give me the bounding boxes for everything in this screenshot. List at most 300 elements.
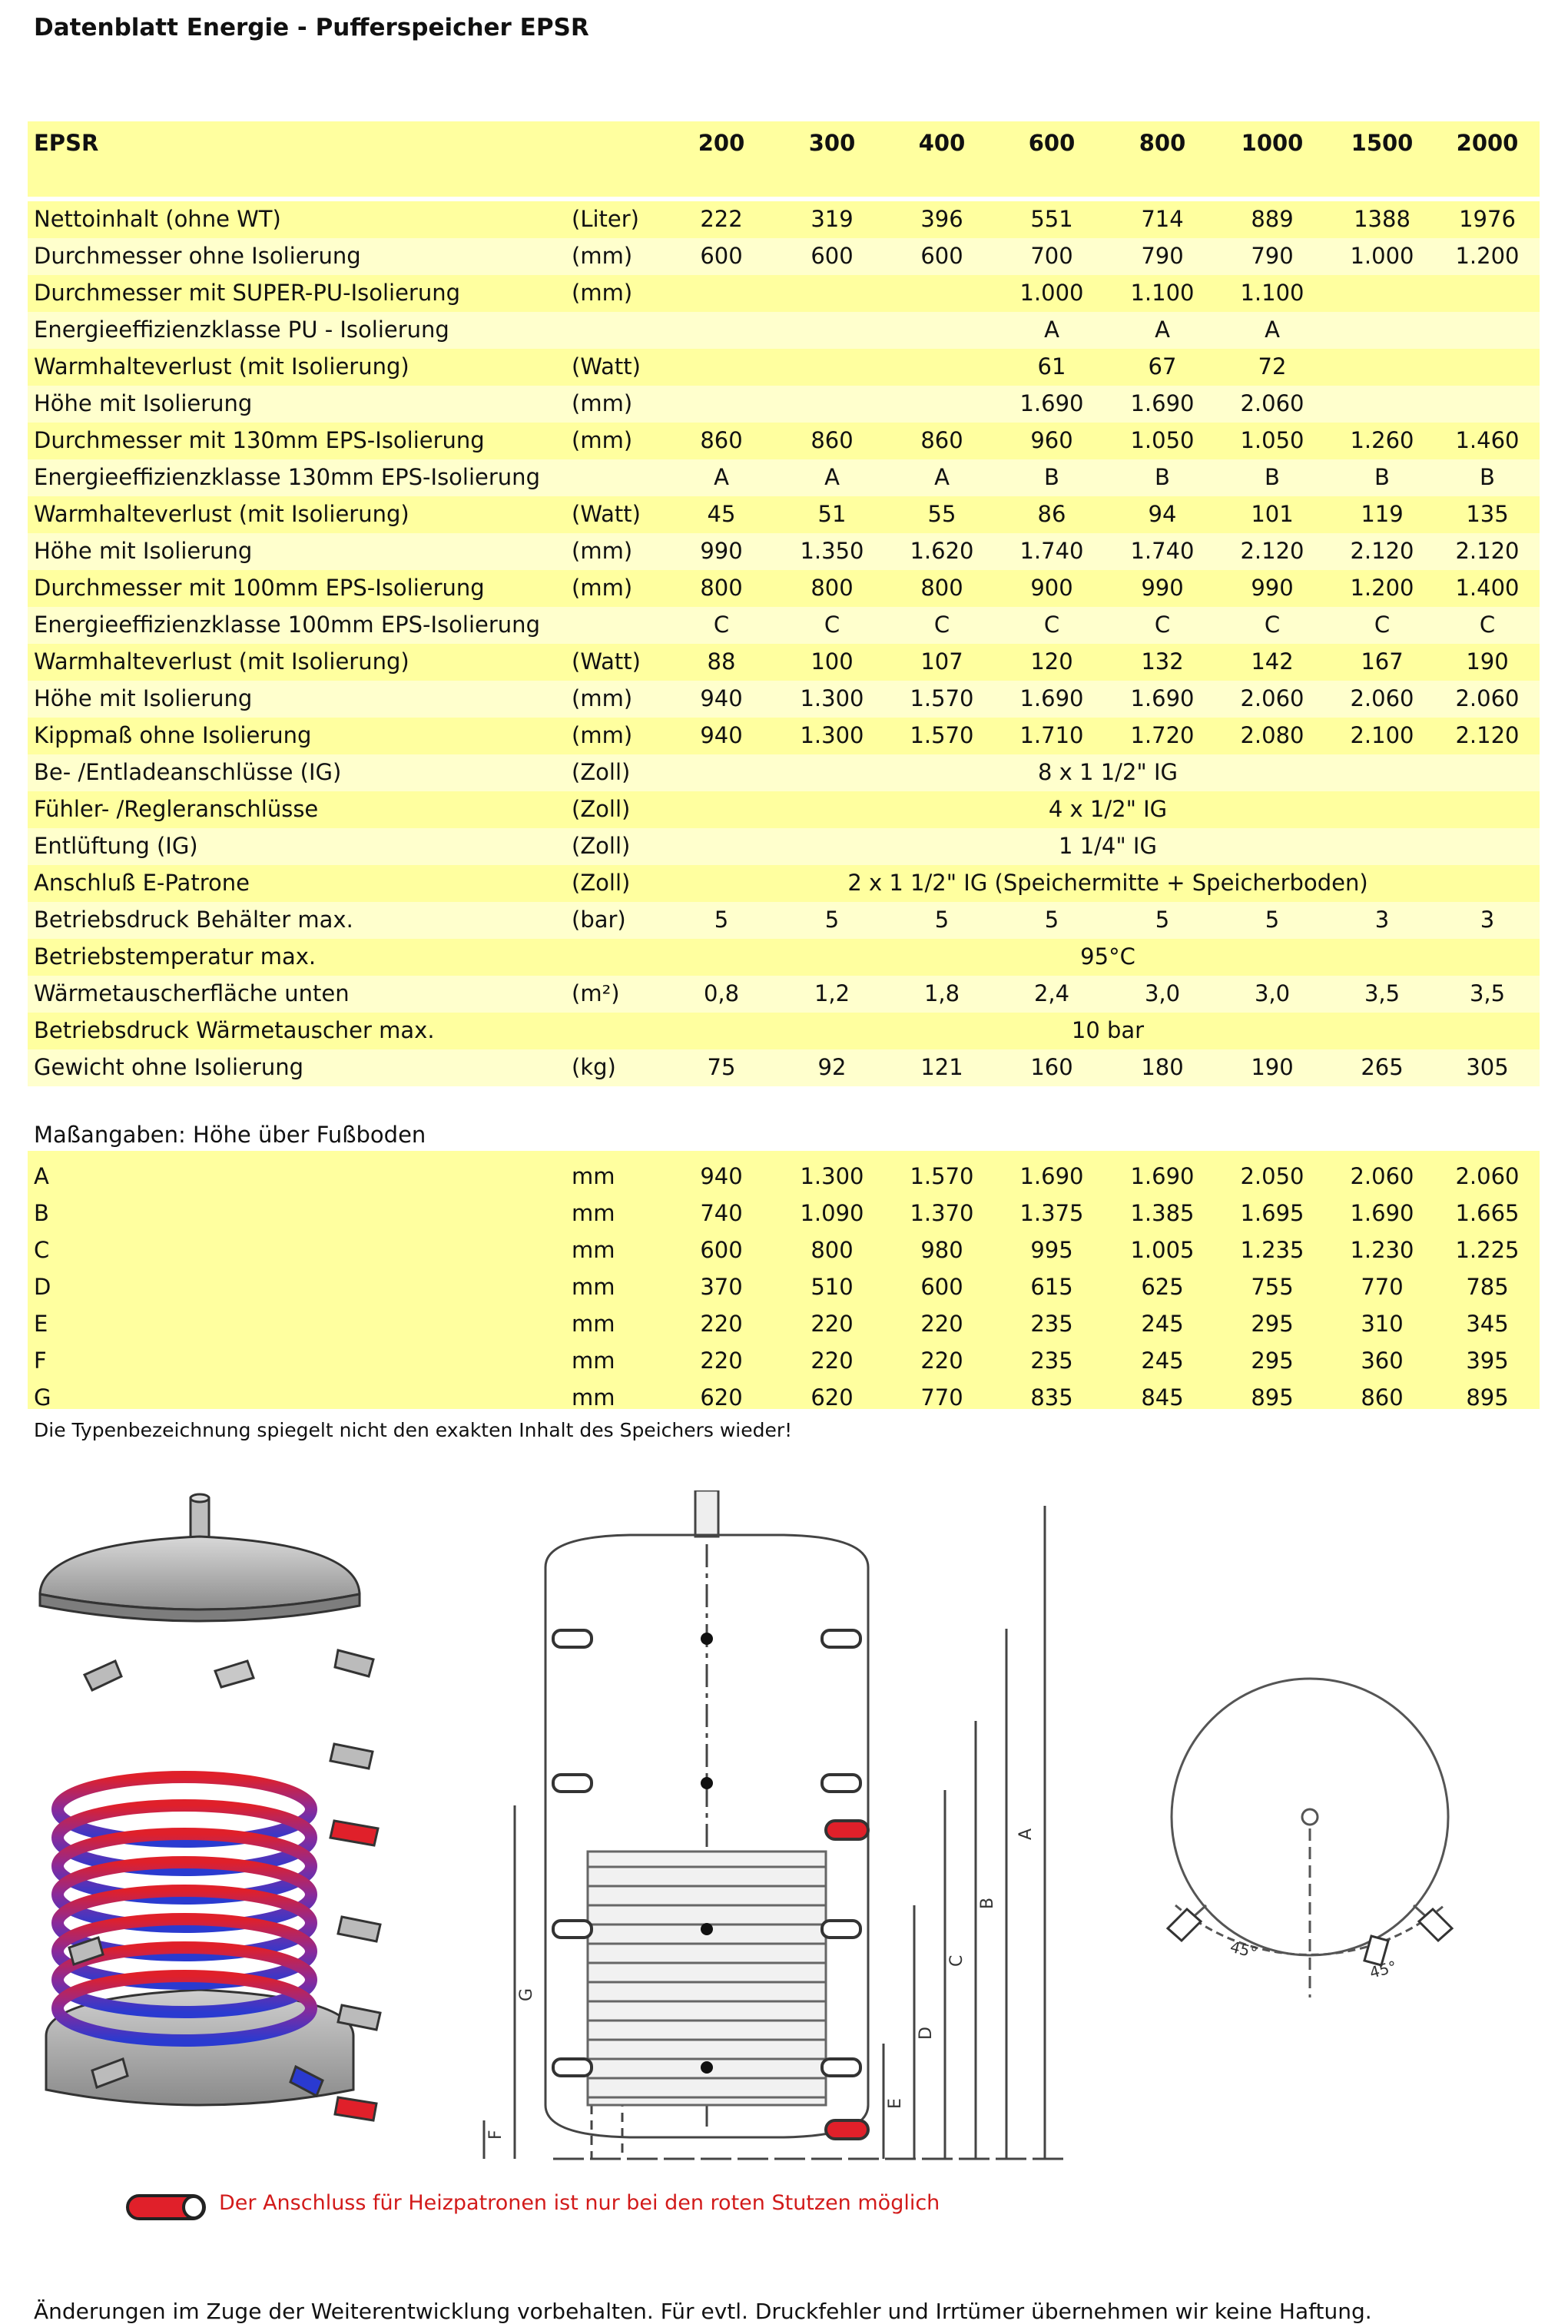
table-cell: 2.060 [1240, 390, 1304, 416]
row-label: Energieeffizienzklasse 100mm EPS-Isolierung [34, 612, 540, 638]
row-label: Durchmesser mit 130mm EPS-Isolierung [34, 427, 485, 453]
row-unit: (mm) [572, 390, 633, 416]
table-cell: 940 [700, 722, 743, 748]
row-label: Warmhalteverlust (mit Isolierung) [34, 501, 409, 527]
row-unit: mm [572, 1274, 615, 1300]
table-cell: 600 [920, 243, 963, 269]
table-row [0, 201, 1568, 238]
table-cell: 1.570 [910, 685, 974, 711]
table-cell: 889 [1251, 206, 1294, 232]
table-cell: C [1479, 612, 1496, 638]
dim-label-d: D [917, 2027, 936, 2040]
table-cell: 1.300 [800, 722, 864, 748]
table-cell: 2.060 [1455, 1163, 1520, 1189]
row-label: Durchmesser ohne Isolierung [34, 243, 361, 269]
table-cell: 245 [1141, 1311, 1184, 1337]
table-row [0, 1343, 1568, 1380]
row-label: Durchmesser mit 100mm EPS-Isolierung [34, 575, 485, 601]
table-cell: 860 [700, 427, 743, 453]
table-cell: 88 [707, 648, 736, 675]
table-cell: 1,2 [814, 980, 850, 1006]
header-model: 2000 [1456, 130, 1519, 156]
table-cell: C [1154, 612, 1171, 638]
table-cell: 45 [707, 501, 736, 527]
dim-label-g: G [517, 1988, 536, 2001]
table-cell: 2.120 [1350, 538, 1414, 564]
row-unit: (Watt) [572, 501, 641, 527]
table-row [0, 902, 1568, 939]
header-label: EPSR [34, 130, 99, 156]
table-cell: C [1264, 612, 1281, 638]
table-cell: 1.740 [1130, 538, 1195, 564]
table-cell: 1.100 [1240, 280, 1304, 306]
table-cell: 990 [700, 538, 743, 564]
row-label: Be- /Entladeanschlüsse (IG) [34, 759, 342, 785]
table-cell: 220 [700, 1348, 743, 1374]
table-cell: 940 [700, 1163, 743, 1189]
table-cell: 1.720 [1130, 722, 1195, 748]
table-cell: 1.570 [910, 1163, 974, 1189]
row-label: Warmhalteverlust (mit Isolierung) [34, 353, 409, 380]
table-cell: 1.260 [1350, 427, 1414, 453]
table-cell: 980 [920, 1237, 963, 1263]
dim-label-a: A [1016, 1828, 1036, 1840]
row-unit: (mm) [572, 685, 633, 711]
table-row [0, 791, 1568, 828]
table-cell: A [934, 464, 950, 490]
row-unit: (mm) [572, 575, 633, 601]
row-label: Nettoinhalt (ohne WT) [34, 206, 281, 232]
table-row [0, 1269, 1568, 1306]
table-cell: 61 [1037, 353, 1066, 380]
table-row [0, 1013, 1568, 1049]
table-cell: 1.740 [1019, 538, 1084, 564]
table-cell: 1976 [1459, 206, 1516, 232]
dim-label-c: C [947, 1954, 966, 1967]
table-cell: 2.080 [1240, 722, 1304, 748]
row-unit: (mm) [572, 280, 633, 306]
angle-label-right: 45° [1367, 1957, 1399, 1982]
table-row [0, 828, 1568, 865]
table-cell: 3 [1374, 907, 1390, 933]
table-cell: 132 [1141, 648, 1184, 675]
table-cell: 620 [811, 1384, 854, 1411]
row-label: Betriebsdruck Wärmetauscher max. [34, 1017, 435, 1043]
table-cell: 1.050 [1130, 427, 1195, 453]
disclaimer-footer: Änderungen im Zuge der Weiterentwicklung vorbehalten. Für evtl. Druckfehler und Irrtümer übernehmen wir keine Haftung. [34, 2299, 1372, 2324]
table-cell: 1.690 [1130, 390, 1195, 416]
table-cell: 860 [811, 427, 854, 453]
angle-label-left: 45° [1228, 1937, 1260, 1963]
table-cell: 51 [817, 501, 847, 527]
table-cell: 5 [1265, 907, 1280, 933]
table-cell: 5 [1044, 907, 1059, 933]
row-label: Gewicht ohne Isolierung [34, 1054, 304, 1080]
table-cell: 1.665 [1455, 1200, 1520, 1226]
row-unit: (mm) [572, 243, 633, 269]
table-cell: 620 [700, 1384, 743, 1411]
technical-drawing [438, 1490, 1083, 2182]
page-title: Datenblatt Energie - Pufferspeicher EPSR [34, 14, 589, 41]
table-row [0, 1195, 1568, 1232]
table-cell: 3,0 [1254, 980, 1291, 1006]
table-cell: 1.690 [1130, 1163, 1195, 1189]
row-label: Kippmaß ohne Isolierung [34, 722, 312, 748]
table-cell: 1.090 [800, 1200, 864, 1226]
merged-cell: 2 x 1 1/2" IG (Speichermitte + Speicherboden) [847, 870, 1368, 896]
table-cell: 2.120 [1455, 538, 1520, 564]
table-cell: 625 [1141, 1274, 1184, 1300]
component-illustration [31, 1483, 407, 2151]
row-label: Entlüftung (IG) [34, 833, 198, 859]
table-cell: 510 [811, 1274, 854, 1300]
row-label: Betriebstemperatur max. [34, 943, 317, 970]
table-cell: 75 [707, 1054, 736, 1080]
table-cell: A [714, 464, 729, 490]
row-unit: mm [572, 1200, 615, 1226]
table-cell: 1.695 [1240, 1200, 1304, 1226]
table-cell: 860 [1361, 1384, 1404, 1411]
table-cell: 1.300 [800, 685, 864, 711]
table-cell: 2.060 [1240, 685, 1304, 711]
table-cell: 2,4 [1033, 980, 1070, 1006]
table-row [0, 644, 1568, 681]
row-label: Höhe mit Isolierung [34, 685, 253, 711]
row-unit: (Zoll) [572, 833, 631, 859]
table-cell: 770 [1361, 1274, 1404, 1300]
row-label: Fühler- /Regleranschlüsse [34, 796, 319, 822]
table-cell: 1.200 [1455, 243, 1520, 269]
header-model: 600 [1028, 130, 1076, 156]
table-cell: 1.385 [1130, 1200, 1195, 1226]
row-label: C [34, 1237, 50, 1263]
table-cell: 235 [1030, 1348, 1073, 1374]
table-row [0, 386, 1568, 423]
table-cell: 1.200 [1350, 575, 1414, 601]
table-cell: 1.050 [1240, 427, 1304, 453]
table-cell: 895 [1466, 1384, 1509, 1411]
table-cell: 1.400 [1455, 575, 1520, 601]
table-cell: 72 [1258, 353, 1287, 380]
table-cell: 615 [1030, 1274, 1073, 1300]
table-cell: 1.570 [910, 722, 974, 748]
table-row [0, 496, 1568, 533]
row-unit: (Zoll) [572, 759, 631, 785]
table-cell: 220 [700, 1311, 743, 1337]
table-cell: 167 [1361, 648, 1404, 675]
table-cell: 220 [811, 1348, 854, 1374]
row-label: G [34, 1384, 51, 1411]
row-label: Höhe mit Isolierung [34, 390, 253, 416]
table-cell: 1.000 [1350, 243, 1414, 269]
table-cell: 960 [1030, 427, 1073, 453]
table-cell: 990 [1251, 575, 1294, 601]
table-cell: 800 [700, 575, 743, 601]
row-label: Anschluß E-Patrone [34, 870, 250, 896]
table-cell: 220 [920, 1348, 963, 1374]
row-unit: mm [572, 1163, 615, 1189]
table-row [0, 865, 1568, 902]
table-cell: 1.300 [800, 1163, 864, 1189]
table-cell: A [1044, 317, 1059, 343]
table-cell: 55 [927, 501, 956, 527]
table-cell: 1.225 [1455, 1237, 1520, 1263]
table-row [0, 423, 1568, 459]
table-cell: 551 [1030, 206, 1073, 232]
table-cell: 100 [811, 648, 854, 675]
row-unit: (Zoll) [572, 870, 631, 896]
row-unit: (bar) [572, 907, 626, 933]
table-row [0, 459, 1568, 496]
table-cell: 1.000 [1019, 280, 1084, 306]
table-cell: C [933, 612, 950, 638]
top-view-drawing [1122, 1675, 1490, 2013]
table-cell: 1.375 [1019, 1200, 1084, 1226]
table-cell: 220 [811, 1311, 854, 1337]
table-cell: 2.120 [1240, 538, 1304, 564]
table-cell: 740 [700, 1200, 743, 1226]
table-cell: C [713, 612, 730, 638]
table-cell: 2.060 [1455, 685, 1520, 711]
table-cell: 120 [1030, 648, 1073, 675]
table-cell: 1388 [1354, 206, 1411, 232]
table-cell: 800 [811, 575, 854, 601]
row-unit: mm [572, 1348, 615, 1374]
table-cell: B [1155, 464, 1170, 490]
row-label: Wärmetauscherfläche unten [34, 980, 350, 1006]
row-label: A [34, 1163, 49, 1189]
table-cell: 1.620 [910, 538, 974, 564]
table-cell: 700 [1030, 243, 1073, 269]
table-row [0, 976, 1568, 1013]
table-cell: 121 [920, 1054, 963, 1080]
table-row [0, 1049, 1568, 1086]
row-label: Energieeffizienzklasse PU - Isolierung [34, 317, 449, 343]
table-cell: B [1374, 464, 1390, 490]
table-cell: 3,0 [1144, 980, 1181, 1006]
header-model: 1500 [1351, 130, 1414, 156]
table-cell: 940 [700, 685, 743, 711]
dim-label-e: E [886, 2098, 905, 2109]
table-cell: A [1155, 317, 1170, 343]
table-cell: 3,5 [1469, 980, 1506, 1006]
merged-cell: 1 1/4" IG [1059, 833, 1157, 859]
table-cell: 790 [1251, 243, 1294, 269]
table-cell: 860 [920, 427, 963, 453]
row-unit: (mm) [572, 427, 633, 453]
table-row [0, 681, 1568, 718]
table-cell: 370 [700, 1274, 743, 1300]
row-label: Durchmesser mit SUPER-PU-Isolierung [34, 280, 461, 306]
table-cell: 86 [1037, 501, 1066, 527]
table-cell: A [1265, 317, 1280, 343]
row-unit: (Liter) [572, 206, 639, 232]
table-cell: 2.060 [1350, 685, 1414, 711]
table-cell: B [1044, 464, 1059, 490]
row-label: Energieeffizienzklasse 130mm EPS-Isolierung [34, 464, 540, 490]
table-cell: 600 [920, 1274, 963, 1300]
table-cell: 1.100 [1130, 280, 1195, 306]
table-cell: 310 [1361, 1311, 1404, 1337]
table-header-row [0, 125, 1568, 162]
table-cell: 0,8 [703, 980, 740, 1006]
table-cell: 835 [1030, 1384, 1073, 1411]
table-cell: 190 [1466, 648, 1509, 675]
table-cell: 1.690 [1019, 390, 1084, 416]
table-row [0, 349, 1568, 386]
table-cell: C [824, 612, 840, 638]
table-cell: 1.460 [1455, 427, 1520, 453]
dimensions-title: Maßangaben: Höhe über Fußboden [34, 1122, 426, 1148]
heating-cartridge-note: Der Anschluss für Heizpatronen ist nur bei den roten Stutzen möglich [219, 2191, 940, 2215]
table-cell: 714 [1141, 206, 1184, 232]
table-cell: 235 [1030, 1311, 1073, 1337]
row-label: B [34, 1200, 49, 1226]
table-cell: 319 [811, 206, 854, 232]
row-unit: (mm) [572, 538, 633, 564]
row-unit: (kg) [572, 1054, 616, 1080]
table-cell: 3,5 [1364, 980, 1401, 1006]
table-cell: 360 [1361, 1348, 1404, 1374]
row-label: D [34, 1274, 51, 1300]
table-cell: 1.230 [1350, 1237, 1414, 1263]
table-cell: 755 [1251, 1274, 1294, 1300]
row-unit: mm [572, 1384, 615, 1411]
table-cell: 305 [1466, 1054, 1509, 1080]
table-cell: 600 [811, 243, 854, 269]
row-label: E [34, 1311, 48, 1337]
table-cell: 295 [1251, 1311, 1294, 1337]
table-cell: 1.710 [1019, 722, 1084, 748]
table-cell: B [1265, 464, 1280, 490]
table-cell: 220 [920, 1311, 963, 1337]
table-cell: 180 [1141, 1054, 1184, 1080]
table-cell: 5 [934, 907, 950, 933]
table-cell: 2.060 [1350, 1163, 1414, 1189]
table-cell: 845 [1141, 1384, 1184, 1411]
table-cell: 222 [700, 206, 743, 232]
table-cell: 1.370 [910, 1200, 974, 1226]
table-cell: 2.120 [1455, 722, 1520, 748]
table-cell: 600 [700, 1237, 743, 1263]
table-cell: 3 [1480, 907, 1495, 933]
table-row [0, 1306, 1568, 1343]
merged-cell: 95°C [1080, 943, 1135, 970]
table-cell: 790 [1141, 243, 1184, 269]
table-row [0, 718, 1568, 754]
header-model: 1000 [1241, 130, 1304, 156]
table-cell: 900 [1030, 575, 1073, 601]
table-cell: 1.690 [1019, 685, 1084, 711]
merged-cell: 4 x 1/2" IG [1048, 796, 1168, 822]
table-row [0, 1232, 1568, 1269]
row-unit: mm [572, 1311, 615, 1337]
table-cell: 5 [824, 907, 840, 933]
table-cell: 101 [1251, 501, 1294, 527]
row-label: Höhe mit Isolierung [34, 538, 253, 564]
table-cell: 245 [1141, 1348, 1184, 1374]
table-cell: 67 [1148, 353, 1177, 380]
table-cell: 2.050 [1240, 1163, 1304, 1189]
table-cell: 94 [1148, 501, 1177, 527]
table-cell: B [1480, 464, 1495, 490]
table-cell: 1.690 [1019, 1163, 1084, 1189]
table-cell: 160 [1030, 1054, 1073, 1080]
table-cell: 5 [1155, 907, 1170, 933]
table-row [0, 754, 1568, 791]
table-cell: 600 [700, 243, 743, 269]
table-row [0, 607, 1568, 644]
table-cell: 1.690 [1350, 1200, 1414, 1226]
table-cell: 265 [1361, 1054, 1404, 1080]
row-unit: (mm) [572, 722, 633, 748]
table-row [0, 312, 1568, 349]
table-cell: 119 [1361, 501, 1404, 527]
red-connector-icon [123, 2191, 215, 2225]
table-cell: 895 [1251, 1384, 1294, 1411]
table-cell: 990 [1141, 575, 1184, 601]
table-cell: 1.005 [1130, 1237, 1195, 1263]
merged-cell: 8 x 1 1/2" IG [1038, 759, 1178, 785]
table-cell: 107 [920, 648, 963, 675]
table-cell: 1.690 [1130, 685, 1195, 711]
table-row [0, 1159, 1568, 1195]
table-cell: 5 [714, 907, 729, 933]
table-cell: 190 [1251, 1054, 1294, 1080]
table-cell: 995 [1030, 1237, 1073, 1263]
dim-label-f: F [486, 2130, 506, 2140]
row-unit: (Zoll) [572, 796, 631, 822]
row-unit: (Watt) [572, 353, 641, 380]
row-label: F [34, 1348, 47, 1374]
table-cell: 295 [1251, 1348, 1294, 1374]
table-row [0, 1380, 1568, 1417]
table-cell: 135 [1466, 501, 1509, 527]
row-label: Betriebsdruck Behälter max. [34, 907, 353, 933]
table-cell: C [1374, 612, 1391, 638]
header-model: 400 [918, 130, 966, 156]
table-cell: 770 [920, 1384, 963, 1411]
table-cell: 1,8 [923, 980, 960, 1006]
table-row [0, 238, 1568, 275]
table-cell: 345 [1466, 1311, 1509, 1337]
table-cell: 142 [1251, 648, 1294, 675]
table-cell: A [824, 464, 840, 490]
row-unit: mm [572, 1237, 615, 1263]
table-cell: 800 [811, 1237, 854, 1263]
table-cell: 785 [1466, 1274, 1509, 1300]
row-unit: (Watt) [572, 648, 641, 675]
table-row [0, 570, 1568, 607]
table-cell: C [1043, 612, 1060, 638]
table-cell: 1.350 [800, 538, 864, 564]
table-cell: 2.100 [1350, 722, 1414, 748]
merged-cell: 10 bar [1071, 1017, 1145, 1043]
table-cell: 1.235 [1240, 1237, 1304, 1263]
table-cell: 396 [920, 206, 963, 232]
table-row [0, 939, 1568, 976]
type-note: Die Typenbezeichnung spiegelt nicht den exakten Inhalt des Speichers wieder! [34, 1419, 793, 1441]
dim-label-b: B [978, 1897, 997, 1909]
header-model: 200 [698, 130, 745, 156]
table-cell: 800 [920, 575, 963, 601]
table-cell: 395 [1466, 1348, 1509, 1374]
table-cell: 92 [817, 1054, 847, 1080]
row-label: Warmhalteverlust (mit Isolierung) [34, 648, 409, 675]
table-row [0, 533, 1568, 570]
header-model: 300 [808, 130, 856, 156]
row-unit: (m²) [572, 980, 620, 1006]
